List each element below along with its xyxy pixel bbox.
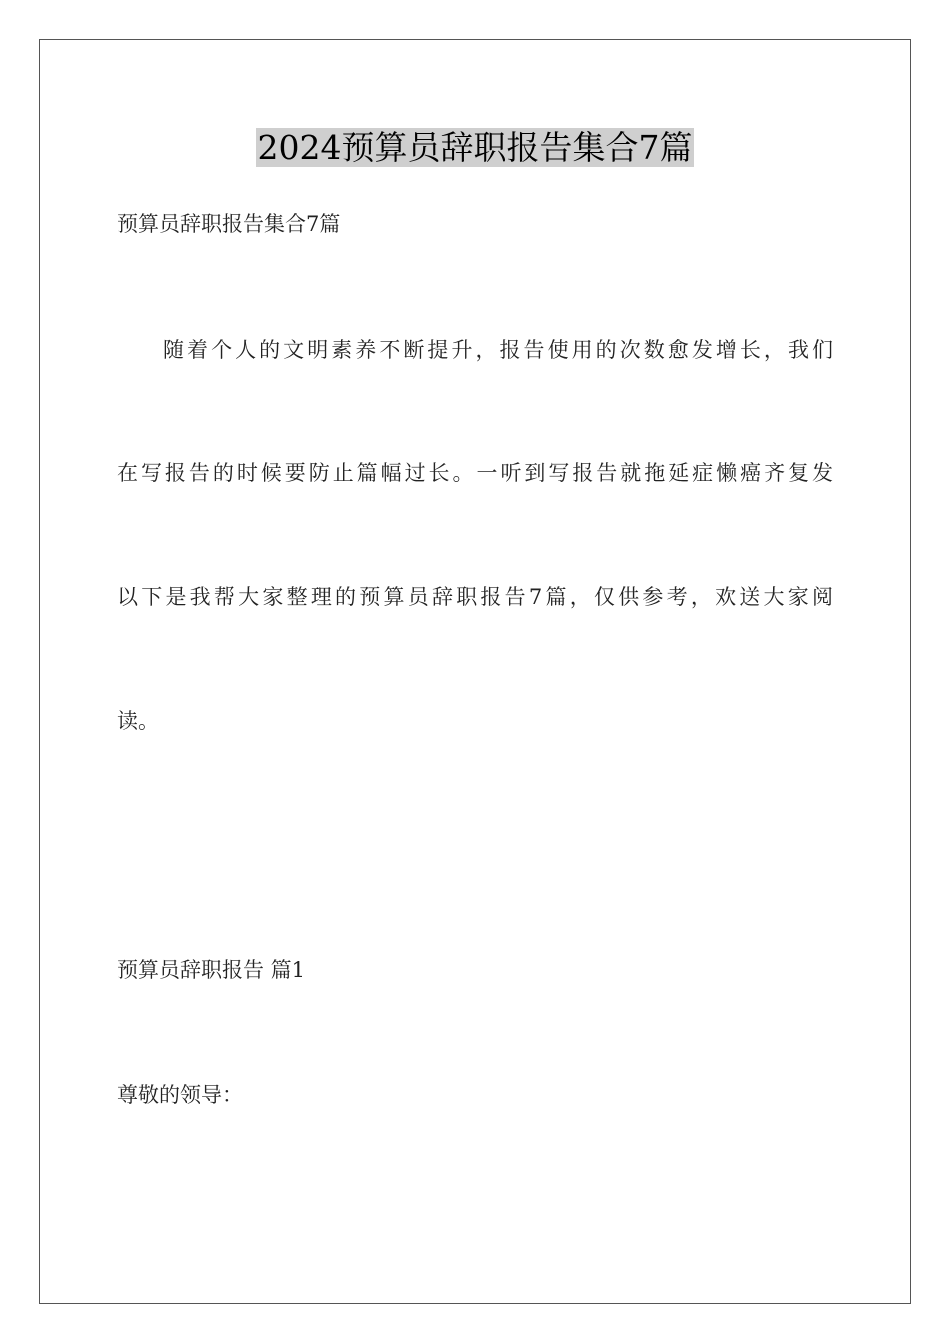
intro-line-2: 在写报告的时候要防止篇幅过长。一听到写报告就拖延症懒癌齐复发 <box>117 461 833 485</box>
document-title-text: 2024预算员辞职报告集合7篇 <box>257 128 693 167</box>
intro-line-1: 随着个人的文明素养不断提升，报告使用的次数愈发增长，我们 <box>163 338 833 362</box>
section-heading: 预算员辞职报告 篇1 <box>117 958 306 982</box>
intro-line-3: 以下是我帮大家整理的预算员辞职报告7篇，仅供参考，欢送大家阅 <box>117 585 833 609</box>
salutation: 尊敬的领导： <box>117 1083 243 1107</box>
document-title <box>0 126 950 170</box>
intro-line-4: 读。 <box>117 709 159 733</box>
document-subtitle: 预算员辞职报告集合7篇 <box>117 212 341 236</box>
